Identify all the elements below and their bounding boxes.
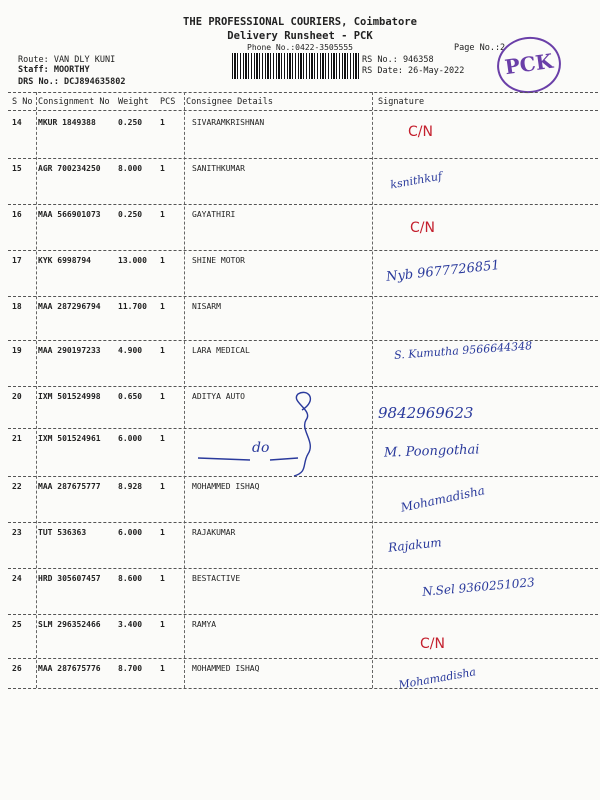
col-weight: Weight xyxy=(118,97,149,107)
signature: Rajakum xyxy=(387,535,443,555)
cell-sno: 16 xyxy=(12,210,22,219)
cell-weight: 11.700 xyxy=(118,302,147,311)
phone-number: Phone No.:0422-3505555 xyxy=(247,43,353,52)
row-separator xyxy=(8,250,598,251)
signature: S. Kumutha 9566644348 xyxy=(393,339,533,362)
document-title: Delivery Runsheet - PCK xyxy=(227,30,373,42)
cell-sno: 22 xyxy=(12,482,22,491)
signature: C/N xyxy=(410,220,435,236)
cell-consignment: AGR 700234250 xyxy=(38,164,101,173)
cell-weight: 8.000 xyxy=(118,164,143,173)
row-separator xyxy=(8,614,598,615)
cell-consignee: SHINE MOTOR xyxy=(192,256,245,265)
row-separator xyxy=(8,296,598,297)
cell-consignment: MAA 287296794 xyxy=(38,302,101,311)
cell-consignee: SIVARAMKRISHNAN xyxy=(192,118,265,127)
col-separator xyxy=(36,92,37,688)
cell-sno: 20 xyxy=(12,392,22,401)
row-separator xyxy=(8,522,598,523)
cell-consignment: KYK 6998794 xyxy=(38,256,91,265)
cell-consignment: IXM 501524998 xyxy=(38,392,101,401)
cell-consignment: SLM 296352466 xyxy=(38,620,101,629)
cell-consignee: BESTACTIVE xyxy=(192,574,241,583)
header-rule-bottom xyxy=(8,110,598,111)
cell-consignment: MAA 287675776 xyxy=(38,664,101,673)
cell-weight: 8.700 xyxy=(118,664,143,673)
cell-sno: 18 xyxy=(12,302,22,311)
cell-sno: 26 xyxy=(12,664,22,673)
cell-weight: 0.250 xyxy=(118,118,143,127)
signature: Mohamadisha xyxy=(399,483,487,515)
cell-sno: 14 xyxy=(12,118,22,127)
signature: N.Sel 9360251023 xyxy=(421,575,536,599)
cell-consignee: MOHAMMED ISHAQ xyxy=(192,664,260,673)
cell-sno: 19 xyxy=(12,346,22,355)
cell-consignee: MOHAMMED ISHAQ xyxy=(192,482,260,491)
signature: C/N xyxy=(408,124,433,140)
row-separator xyxy=(8,204,598,205)
cell-pcs: 1 xyxy=(160,528,165,537)
barcode xyxy=(232,53,360,79)
row-separator xyxy=(8,568,598,569)
cell-sno: 21 xyxy=(12,434,22,443)
cell-consignee: GAYATHIRI xyxy=(192,210,236,219)
cell-consignee: RAMYA xyxy=(192,620,217,629)
cell-weight: 13.000 xyxy=(118,256,147,265)
rs-number: RS No.: 946358 xyxy=(362,55,434,65)
cell-consignment: HRD 305607457 xyxy=(38,574,101,583)
col-pcs: PCS xyxy=(160,97,176,107)
cell-consignee: LARA MEDICAL xyxy=(192,346,250,355)
ditto-mark: do xyxy=(252,440,270,456)
ditto-scribble xyxy=(190,380,330,490)
cell-weight: 6.000 xyxy=(118,528,143,537)
signature: M. Poongothai xyxy=(383,442,480,461)
cell-sno: 23 xyxy=(12,528,22,537)
cell-consignment: MKUR 1849388 xyxy=(38,118,96,127)
cell-pcs: 1 xyxy=(160,302,165,311)
col-consignee: Consignee Details xyxy=(186,97,273,107)
signature: 9842969623 xyxy=(378,404,474,422)
cell-sno: 15 xyxy=(12,164,22,173)
pck-stamp: PCK xyxy=(493,33,564,97)
cell-pcs: 1 xyxy=(160,482,165,491)
col-separator xyxy=(372,92,373,688)
cell-pcs: 1 xyxy=(160,574,165,583)
company-name: THE PROFESSIONAL COURIERS, Coimbatore xyxy=(183,16,417,28)
staff: Staff: MOORTHY xyxy=(18,65,90,75)
cell-consignment: MAA 290197233 xyxy=(38,346,101,355)
cell-pcs: 1 xyxy=(160,664,165,673)
cell-pcs: 1 xyxy=(160,434,165,443)
cell-consignee: RAJAKUMAR xyxy=(192,528,236,537)
cell-pcs: 1 xyxy=(160,620,165,629)
cell-sno: 24 xyxy=(12,574,22,583)
cell-consignment: IXM 501524961 xyxy=(38,434,101,443)
rs-date: RS Date: 26-May-2022 xyxy=(362,66,465,76)
signature: ksnithkuf xyxy=(389,169,443,192)
page-number: Page No.:2 xyxy=(454,43,506,53)
signature: Mohamadisha xyxy=(397,665,477,692)
cell-weight: 0.650 xyxy=(118,392,143,401)
col-consignment: Consignment No xyxy=(38,97,110,107)
cell-weight: 8.600 xyxy=(118,574,143,583)
header-rule-top xyxy=(8,92,598,93)
row-separator xyxy=(8,158,598,159)
col-signature: Signature xyxy=(378,97,425,107)
col-sno: S No xyxy=(12,97,33,107)
cell-pcs: 1 xyxy=(160,346,165,355)
cell-pcs: 1 xyxy=(160,210,165,219)
cell-weight: 0.250 xyxy=(118,210,143,219)
row-separator xyxy=(8,658,598,659)
cell-consignee: SANITHKUMAR xyxy=(192,164,245,173)
cell-consignment: MAA 566901073 xyxy=(38,210,101,219)
cell-pcs: 1 xyxy=(160,118,165,127)
cell-weight: 8.928 xyxy=(118,482,143,491)
cell-pcs: 1 xyxy=(160,256,165,265)
cell-consignment: TUT 536363 xyxy=(38,528,87,537)
cell-consignee: ADITYA AUTO xyxy=(192,392,245,401)
cell-weight: 3.400 xyxy=(118,620,143,629)
drs-number: DRS No.: DCJ894635802 xyxy=(18,77,126,87)
cell-weight: 4.900 xyxy=(118,346,143,355)
cell-sno: 25 xyxy=(12,620,22,629)
row-separator xyxy=(8,688,598,689)
col-separator xyxy=(184,92,185,688)
cell-pcs: 1 xyxy=(160,164,165,173)
cell-pcs: 1 xyxy=(160,392,165,401)
cell-weight: 6.000 xyxy=(118,434,143,443)
cell-sno: 17 xyxy=(12,256,22,265)
signature: C/N xyxy=(420,636,445,652)
cell-consignment: MAA 287675777 xyxy=(38,482,101,491)
route: Route: VAN DLY KUNI xyxy=(18,55,116,65)
signature: Nyb 9677726851 xyxy=(385,258,501,285)
cell-consignee: NISARM xyxy=(192,302,221,311)
